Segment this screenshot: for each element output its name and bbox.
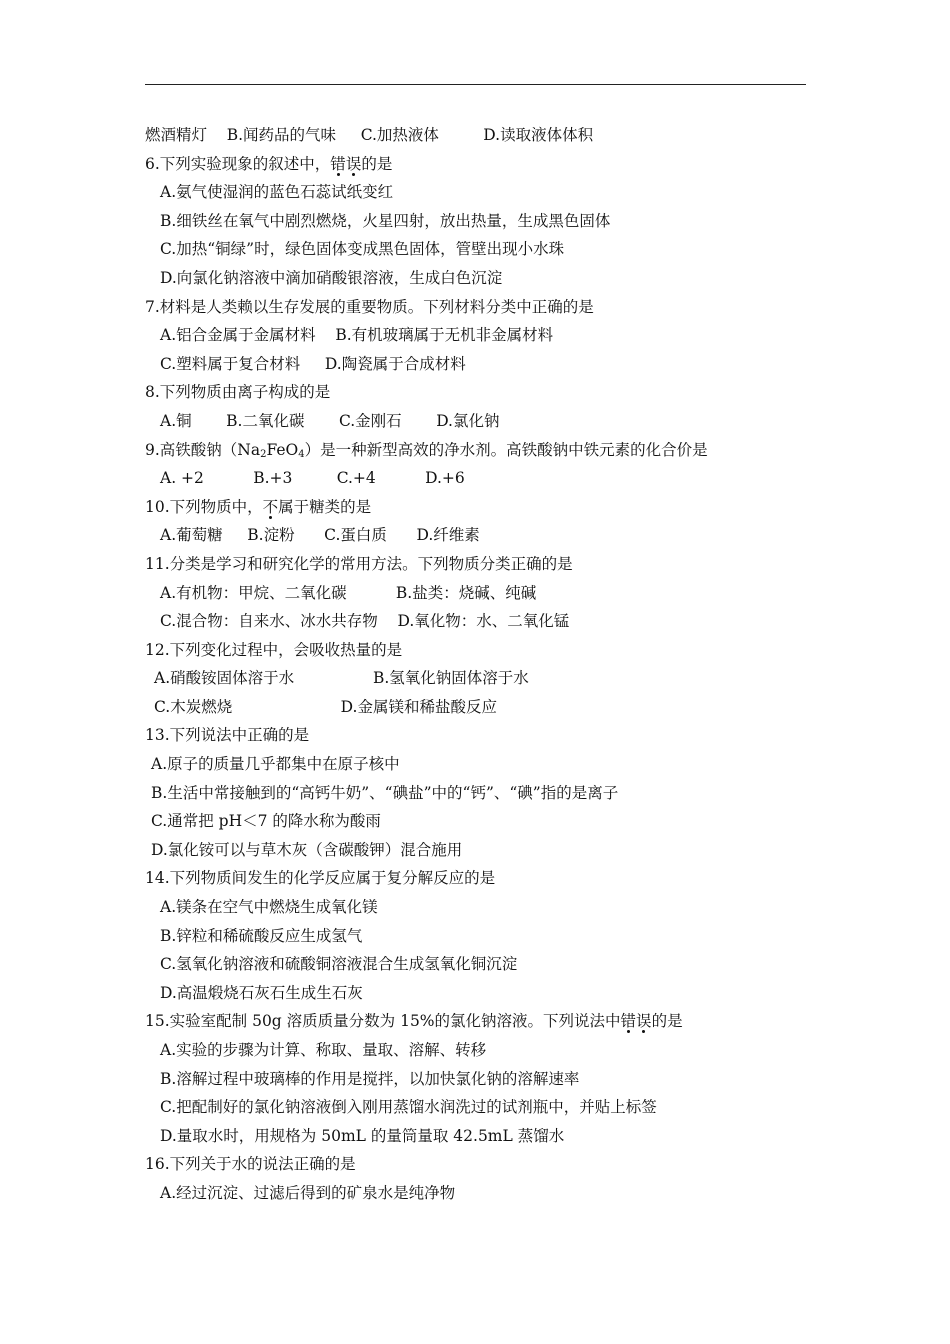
q14-option-d: D.高温煅烧石灰石生成生石灰 bbox=[160, 983, 363, 1002]
q10-stem-tail: 属于糖类的是 bbox=[278, 497, 372, 516]
q7-option-d: D.陶瓷属于合成材料 bbox=[324, 354, 466, 373]
q13-option-b: B.生活中常接触到的“高钙牛奶”、“碘盐”中的“钙”、“碘”指的是离子 bbox=[151, 783, 619, 802]
q6-stem-tail: 的是 bbox=[361, 154, 393, 173]
q10-option-d: D.纤维素 bbox=[416, 526, 480, 545]
q13-stem: 13.下列说法中正确的是 bbox=[145, 726, 310, 745]
q7-options-row2 bbox=[145, 350, 806, 379]
q5-option-d: D.读取液体体积 bbox=[483, 126, 594, 144]
q5-option-a: 燃酒精灯 bbox=[145, 126, 208, 144]
q13-option-d: D.氯化铵可以与草木灰（含碳酸钾）混合施用 bbox=[151, 840, 463, 859]
q9-subscript-2: 2 bbox=[260, 448, 267, 460]
q7-stem: 7.材料是人类赖以生存发展的重要物质。下列材料分类中正确的是 bbox=[145, 297, 594, 316]
q7-option-b: B.有机玻璃属于无机非金属材料 bbox=[335, 326, 554, 345]
q12-options-row1 bbox=[145, 664, 806, 693]
q5-option-c: C.加热液体 bbox=[360, 126, 439, 144]
q9-option-b: B.+3 bbox=[253, 469, 293, 488]
q13-option-c: C.通常把 pH＜7 的降水称为酸雨 bbox=[151, 812, 381, 831]
q12-options-row2 bbox=[145, 693, 806, 722]
q15-stem-text: 15.实验室配制 50g 溶质质量分数为 15%的氯化钠溶液。下列说法中 bbox=[145, 1012, 621, 1031]
q8-option-d: D.氯化钠 bbox=[436, 411, 500, 430]
q14-option-c: C.氢氧化钠溶液和硫酸铜溶液混合生成氢氧化铜沉淀 bbox=[160, 955, 518, 974]
q15-stem bbox=[145, 1007, 806, 1036]
q6-emphasis-1: 错 bbox=[330, 154, 346, 173]
q10-stem bbox=[145, 493, 806, 522]
q10-options bbox=[145, 521, 806, 550]
q11-option-b: B.盐类：烧碱、纯碱 bbox=[395, 583, 537, 602]
q11-options-row2 bbox=[145, 607, 806, 636]
q5-options bbox=[145, 121, 806, 150]
q15-option-d: D.量取水时，用规格为 50mL 的量筒量取 42.5mL 蒸馏水 bbox=[160, 1126, 565, 1145]
q11-stem: 11.分类是学习和研究化学的常用方法。下列物质分类正确的是 bbox=[145, 554, 573, 573]
q15-option-a: A.实验的步骤为计算、称取、量取、溶解、转移 bbox=[160, 1041, 487, 1059]
q7-option-c: C.塑料属于复合材料 bbox=[160, 354, 301, 373]
q10-option-c: C.蛋白质 bbox=[324, 526, 387, 545]
q10-option-b: B.淀粉 bbox=[247, 526, 295, 545]
q14-stem: 14.下列物质间发生的化学反应属于复分解反应的是 bbox=[145, 869, 496, 888]
q11-option-d: D.氧化物：水、二氧化锰 bbox=[397, 612, 570, 631]
q9-option-c: C.+4 bbox=[336, 469, 376, 488]
q5-option-b: B.闻药品的气味 bbox=[226, 126, 337, 144]
q9-formula-part: FeO bbox=[266, 440, 299, 459]
q9-options bbox=[145, 464, 806, 493]
q9-stem bbox=[145, 436, 806, 465]
q9-stem-tail: ）是一种新型高效的净水剂。高铁酸钠中铁元素的化合价是 bbox=[304, 440, 708, 459]
q11-option-c: C.混合物：自来水、冰水共存物 bbox=[160, 612, 378, 631]
q6-option-d: D.向氯化钠溶液中滴加硝酸银溶液，生成白色沉淀 bbox=[160, 268, 503, 287]
q11-options-row1 bbox=[145, 579, 806, 608]
q6-option-c: C.加热“铜绿”时，绿色固体变成黑色固体，管壁出现小水珠 bbox=[160, 240, 565, 259]
q9-option-a: A. +2 bbox=[160, 469, 204, 488]
q8-option-c: C.金刚石 bbox=[338, 411, 402, 430]
q15-stem-tail: 的是 bbox=[651, 1012, 683, 1031]
q6-emphasis-2: 误 bbox=[345, 154, 362, 173]
q12-option-c: C.木炭燃烧 bbox=[154, 697, 233, 716]
q9-stem-text: 9.高铁酸钠（Na bbox=[145, 440, 261, 459]
q12-option-d: D.金属镁和稀盐酸反应 bbox=[340, 697, 497, 716]
q13-option-a: A.原子的质量几乎都集中在原子核中 bbox=[151, 755, 400, 774]
q12-option-b: B.氢氧化钠固体溶于水 bbox=[372, 669, 529, 688]
q8-option-a: A.铜 bbox=[160, 411, 192, 430]
header-rule bbox=[145, 84, 806, 85]
q7-options-row1 bbox=[145, 321, 806, 350]
q10-option-a: A.葡萄糖 bbox=[160, 526, 223, 545]
q6-option-a: A.氨气使湿润的蓝色石蕊试纸变红 bbox=[160, 183, 394, 202]
exam-page bbox=[145, 121, 806, 1208]
q16-stem: 16.下列关于水的说法正确的是 bbox=[145, 1155, 356, 1174]
q7-option-a: A.铝合金属于金属材料 bbox=[160, 326, 316, 345]
q10-stem-text: 10.下列物质中， bbox=[145, 497, 263, 516]
q9-subscript-4: 4 bbox=[298, 448, 305, 460]
q14-option-a: A.镁条在空气中燃烧生成氧化镁 bbox=[160, 898, 378, 917]
q15-option-b: B.溶解过程中玻璃棒的作用是搅拌，以加快氯化钠的溶解速率 bbox=[160, 1069, 580, 1088]
q16-option-a: A.经过沉淀、过滤后得到的矿泉水是纯净物 bbox=[160, 1183, 456, 1202]
q10-emphasis: 不 bbox=[262, 497, 279, 516]
q6-option-b: B.细铁丝在氧气中剧烈燃烧，火星四射，放出热量，生成黑色固体 bbox=[160, 211, 611, 230]
q6-stem-text: 6.下列实验现象的叙述中， bbox=[145, 154, 331, 173]
q12-stem: 12.下列变化过程中，会吸收热量的是 bbox=[145, 640, 403, 659]
q15-emphasis-2: 误 bbox=[636, 1012, 652, 1031]
q9-option-d: D.+6 bbox=[425, 469, 465, 488]
q8-options bbox=[145, 407, 806, 436]
q8-stem: 8.下列物质由离子构成的是 bbox=[145, 383, 331, 402]
q11-option-a: A.有机物：甲烷、二氧化碳 bbox=[160, 583, 347, 602]
q6-stem bbox=[145, 150, 806, 179]
q8-option-b: B.二氧化碳 bbox=[226, 411, 305, 430]
q15-emphasis-1: 错 bbox=[620, 1012, 637, 1031]
q14-option-b: B.锌粒和稀硫酸反应生成氢气 bbox=[160, 926, 363, 945]
q15-option-c: C.把配制好的氯化钠溶液倒入刚用蒸馏水润洗过的试剂瓶中，并贴上标签 bbox=[160, 1098, 657, 1117]
q12-option-a: A.硝酸铵固体溶于水 bbox=[154, 669, 295, 688]
